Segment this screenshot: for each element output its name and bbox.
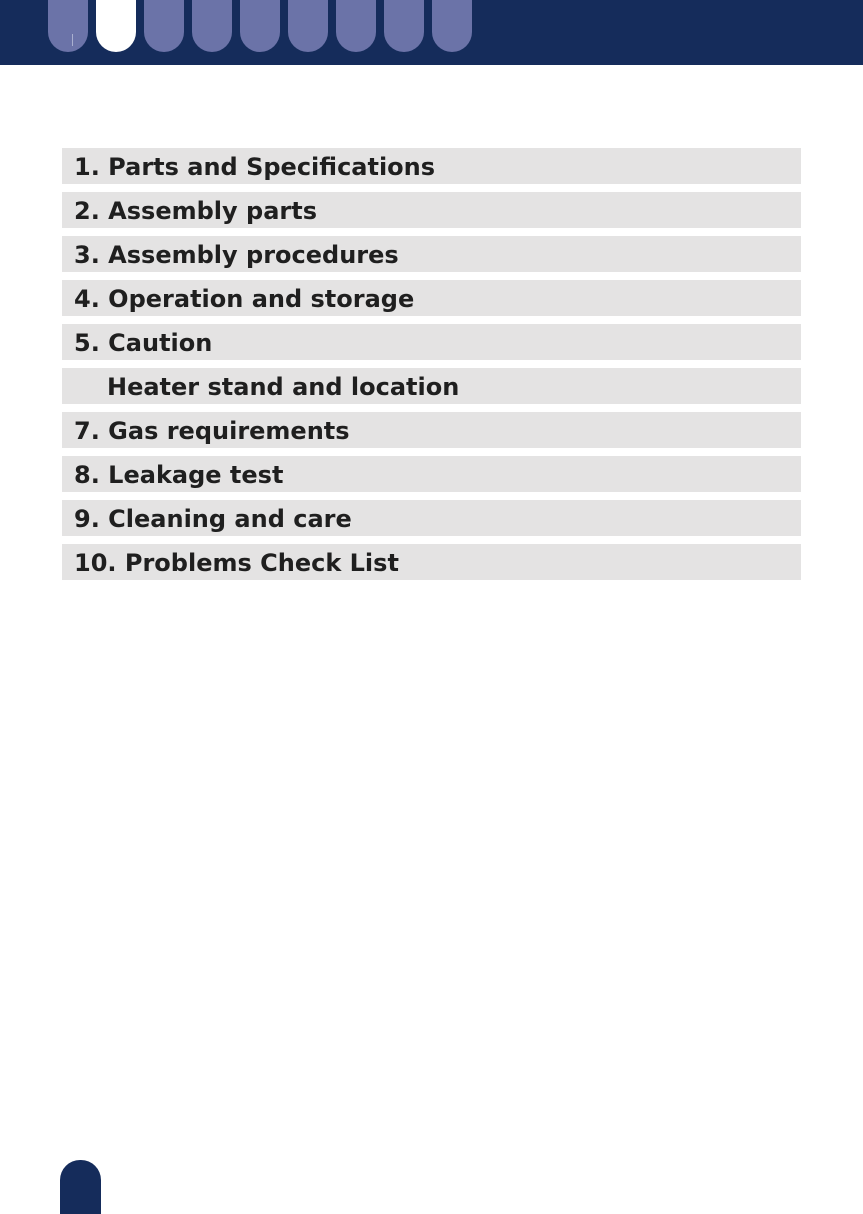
section-tab-4[interactable]	[192, 0, 232, 52]
section-tab-2[interactable]	[96, 0, 136, 52]
section-tabs	[48, 0, 472, 52]
toc-item-heater-stand-and-location[interactable]: Heater stand and location	[62, 368, 801, 404]
table-of-contents	[62, 148, 801, 588]
section-tab-6[interactable]	[288, 0, 328, 52]
section-tab-7[interactable]	[336, 0, 376, 52]
toc-item-problems-check-list[interactable]: 10. Problems Check List	[62, 544, 801, 580]
toc-item-operation-and-storage[interactable]: 4. Operation and storage	[62, 280, 801, 316]
toc-item-caution[interactable]: 5. Caution	[62, 324, 801, 360]
section-tab-9[interactable]	[432, 0, 472, 52]
section-tab-3[interactable]	[144, 0, 184, 52]
page-number-tab	[60, 1160, 101, 1214]
section-tab-8[interactable]	[384, 0, 424, 52]
toc-item-assembly-parts[interactable]: 2. Assembly parts	[62, 192, 801, 228]
toc-item-cleaning-and-care[interactable]: 9. Cleaning and care	[62, 500, 801, 536]
section-tab-1[interactable]	[48, 0, 88, 52]
toc-item-gas-requirements[interactable]: 7. Gas requirements	[62, 412, 801, 448]
toc-item-parts-and-specifications[interactable]: 1. Parts and Specifications	[62, 148, 801, 184]
tab-marker	[72, 34, 73, 46]
toc-item-assembly-procedures[interactable]: 3. Assembly procedures	[62, 236, 801, 272]
toc-item-leakage-test[interactable]: 8. Leakage test	[62, 456, 801, 492]
section-tab-5[interactable]	[240, 0, 280, 52]
